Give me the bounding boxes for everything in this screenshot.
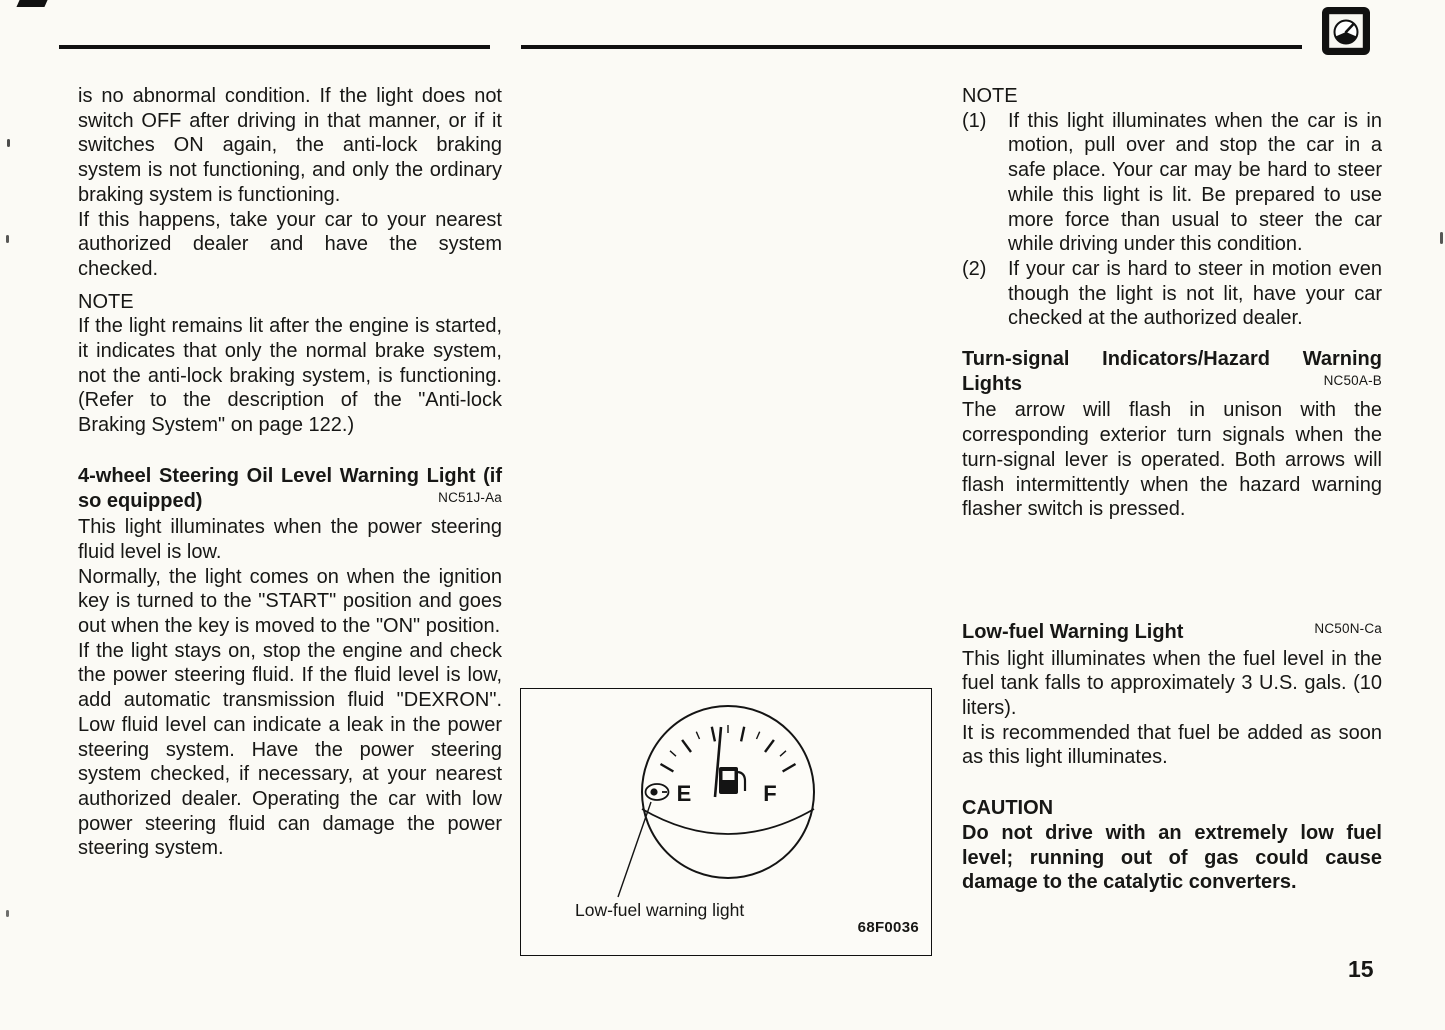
heading-text: Low-fuel Warning Light	[962, 620, 1184, 643]
gauge-icon	[1322, 7, 1370, 55]
note-label: NOTE	[962, 85, 1018, 107]
fuel-gauge-figure	[520, 688, 932, 956]
caption-leader-line	[618, 802, 651, 897]
low-fuel-lamp-icon	[646, 784, 669, 800]
gauge-empty-label: E	[676, 781, 692, 806]
section-heading-turn-signal	[962, 347, 1382, 396]
scan-artifact	[6, 910, 9, 917]
continuation-paragraph: is no abnormal condition. If the light does not switch OFF after driving in that manner, or if it switches ON again, the anti-lock braking system is not functioning, and only the ordinary braking system is functioning.	[78, 85, 502, 206]
header-rule-left	[59, 45, 490, 49]
note-item	[962, 109, 1382, 257]
section-code: NC50N-Ca	[1314, 620, 1382, 636]
note-item-number: (1)	[962, 109, 987, 132]
section-heading-steering-oil	[78, 464, 502, 513]
figure-code: 68F0036	[857, 919, 919, 936]
section-heading-low-fuel	[962, 620, 1382, 645]
section-code: NC50A-B	[1323, 372, 1382, 388]
paragraph: It is recommended that fuel be added as soon as this light illuminates.	[962, 721, 1382, 769]
header-rule-right	[521, 45, 1302, 49]
scan-artifact	[1440, 232, 1443, 244]
dealer-advice-paragraph: If this happens, take your car to your nearest authorized dealer and have the system checked.	[78, 208, 502, 280]
right-column	[962, 84, 1382, 895]
heading-text: Turn-signal Indicators/Hazard Warning Lights	[962, 348, 1382, 395]
paragraph: The arrow will flash in unison with the corresponding exterior turn signals when the turn-signal lever is operated. Both arrows will flash intermittently when the hazard warning flasher switch is pressed.	[962, 399, 1382, 521]
note-item	[962, 257, 1382, 331]
paragraph: If the light stays on, stop the engine and check the power steering fluid. If the fluid level is low, add automatic transmission fluid "DEXRON". Low fluid level can indicate a leak in the power steering system. Have the power steering system checked, if necessary, at your nearest authorized dealer. Operating the car with low power steering fluid can damage the power steering system.	[78, 639, 502, 860]
scan-artifact	[7, 139, 10, 147]
paragraph: Normally, the light comes on when the ignition key is turned to the "START" position and goes out when the key is moved to the "ON" position.	[78, 565, 502, 638]
left-column	[78, 84, 502, 861]
note-item-number: (2)	[962, 257, 987, 280]
note-item-text: If this light illuminates when the car is in motion, pull over and stop the car in a safe place. Your car may be hard to steer while this light is lit. Be prepared to use more force than usual to steer the car while driving under this condition.	[1008, 109, 1382, 256]
paragraph: This light illuminates when the power steering fluid level is low.	[78, 516, 502, 563]
page-number: 15	[1348, 956, 1374, 982]
figure-caption: Low-fuel warning light	[575, 900, 745, 920]
heading-text: 4-wheel Steering Oil Level Warning Light (if so equipped)	[78, 464, 502, 512]
caution-text: Do not drive with an extremely low fuel level; running out of gas could cause damage to the catalytic converters.	[962, 821, 1382, 894]
scan-artifact	[16, 0, 47, 7]
gauge-full-label: F	[763, 781, 777, 806]
note-label: NOTE	[78, 290, 134, 313]
scan-artifact	[6, 235, 9, 243]
caution-label: CAUTION	[962, 797, 1054, 820]
note-item-text: If your car is hard to steer in motion even though the light is not lit, have your car checked at the authorized dealer.	[1008, 257, 1382, 330]
note-text: If the light remains lit after the engine is started, it indicates that only the normal brake system, not the anti-lock braking system, is functioning. (Refer to the description of the "Anti-lock Braking System" on page 122.)	[78, 315, 502, 437]
paragraph: This light illuminates when the fuel level in the fuel tank falls to approximately 3 U.S. gals. (10 liters).	[962, 647, 1382, 720]
section-code: NC51J-Aa	[438, 489, 502, 505]
